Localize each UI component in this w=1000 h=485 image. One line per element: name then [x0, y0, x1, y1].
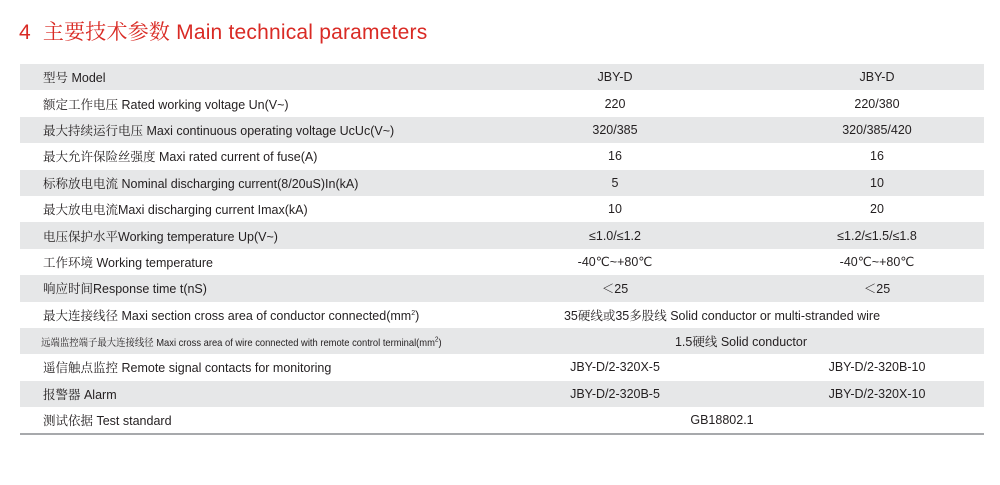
- table-row: [20, 222, 984, 248]
- row-value-a: 320/385: [592, 122, 638, 137]
- row-label-end: ): [415, 308, 420, 323]
- row-label: 额定工作电压 Rated working voltage Un(V~): [43, 97, 289, 112]
- header-label: 型号 Model: [43, 71, 106, 86]
- row-label: 测试依据 Test standard: [43, 414, 172, 429]
- row-label: 工作环境 Working temperature: [43, 255, 213, 270]
- row-value-span: 1.5硬线 Solid conductor: [674, 335, 807, 350]
- row-label: 电压保护水平Working temperature Up(V~): [43, 229, 278, 244]
- row-value-span: GB18802.1: [690, 413, 754, 428]
- row-value-b: ＜25: [863, 282, 891, 297]
- table-row-conductor-section: [20, 302, 984, 328]
- header-model-b: JBY-D: [859, 70, 895, 85]
- row-label-text: 远端监控端子最大连接线径 Maxi cross area of wire connected with remote control terminal(mm: [41, 337, 435, 349]
- row-label: [20, 306, 460, 324]
- section-number: 4: [19, 21, 31, 44]
- row-label: 标称放电电流 Nominal discharging current(8/20uS)In(kA): [43, 176, 359, 191]
- table-row: [20, 354, 984, 380]
- header-model-a: JBY-D: [597, 70, 633, 85]
- row-value-a: -40℃~+80℃: [577, 255, 653, 270]
- table-row-test-standard: [20, 407, 984, 433]
- row-label: 最大持续运行电压 Maxi continuous operating voltage UcUc(V~): [43, 123, 395, 138]
- row-label-sup: 2: [434, 336, 439, 344]
- row-value-a: 16: [608, 149, 622, 164]
- row-label-text: 最大连接线径 Maxi section cross area of conductor connected(mm: [43, 308, 412, 323]
- row-value-a: 10: [608, 202, 622, 217]
- row-value-a: 5: [611, 175, 619, 190]
- row-value-a: JBY-D/2-320X-5: [570, 360, 660, 375]
- table-row: [20, 249, 984, 275]
- row-value-b: JBY-D/2-320B-10: [828, 360, 926, 375]
- section-title: 主要技术参数 Main technical parameters: [42, 21, 428, 44]
- row-label: 最大允许保险丝强度 Maxi rated current of fuse(A): [43, 150, 318, 165]
- table-row-remote-terminal: [20, 328, 984, 354]
- table-row: [20, 90, 984, 116]
- table-row: [20, 381, 984, 407]
- row-label: [20, 334, 460, 349]
- row-value-b: 320/385/420: [842, 122, 912, 137]
- section-heading: [19, 16, 427, 46]
- row-label: 报警器 Alarm: [43, 387, 117, 402]
- row-label: 遥信触点监控 Remote signal contacts for monitoring: [43, 361, 332, 376]
- table-row: [20, 143, 984, 169]
- row-label: 响应时间Response time t(nS): [43, 282, 207, 297]
- row-value-b: -40℃~+80℃: [839, 255, 915, 270]
- table-header-row: [20, 64, 984, 90]
- row-value-span: 35硬线或35多股线 Solid conductor or multi-stranded wire: [563, 308, 881, 323]
- table-row: [20, 275, 984, 301]
- row-value-a: JBY-D/2-320B-5: [570, 386, 660, 401]
- parameters-table: [20, 64, 984, 435]
- row-value-a: ＜25: [601, 282, 629, 297]
- table-row: [20, 196, 984, 222]
- row-label-sup: 2: [411, 309, 416, 317]
- row-label-end: ): [438, 337, 442, 349]
- row-value-b: 16: [870, 149, 884, 164]
- row-label: 最大放电电流Maxi discharging current Imax(kA): [43, 203, 308, 218]
- table-row: [20, 170, 984, 196]
- row-value-b: ≤1.2/≤1.5/≤1.8: [837, 228, 917, 243]
- table-row: [20, 117, 984, 143]
- row-value-b: JBY-D/2-320X-10: [828, 386, 926, 401]
- row-value-a: ≤1.0/≤1.2: [589, 228, 641, 243]
- row-value-b: 10: [870, 175, 884, 190]
- row-value-b: 20: [870, 202, 884, 217]
- row-value-b: 220/380: [854, 96, 900, 111]
- row-value-a: 220: [604, 96, 626, 111]
